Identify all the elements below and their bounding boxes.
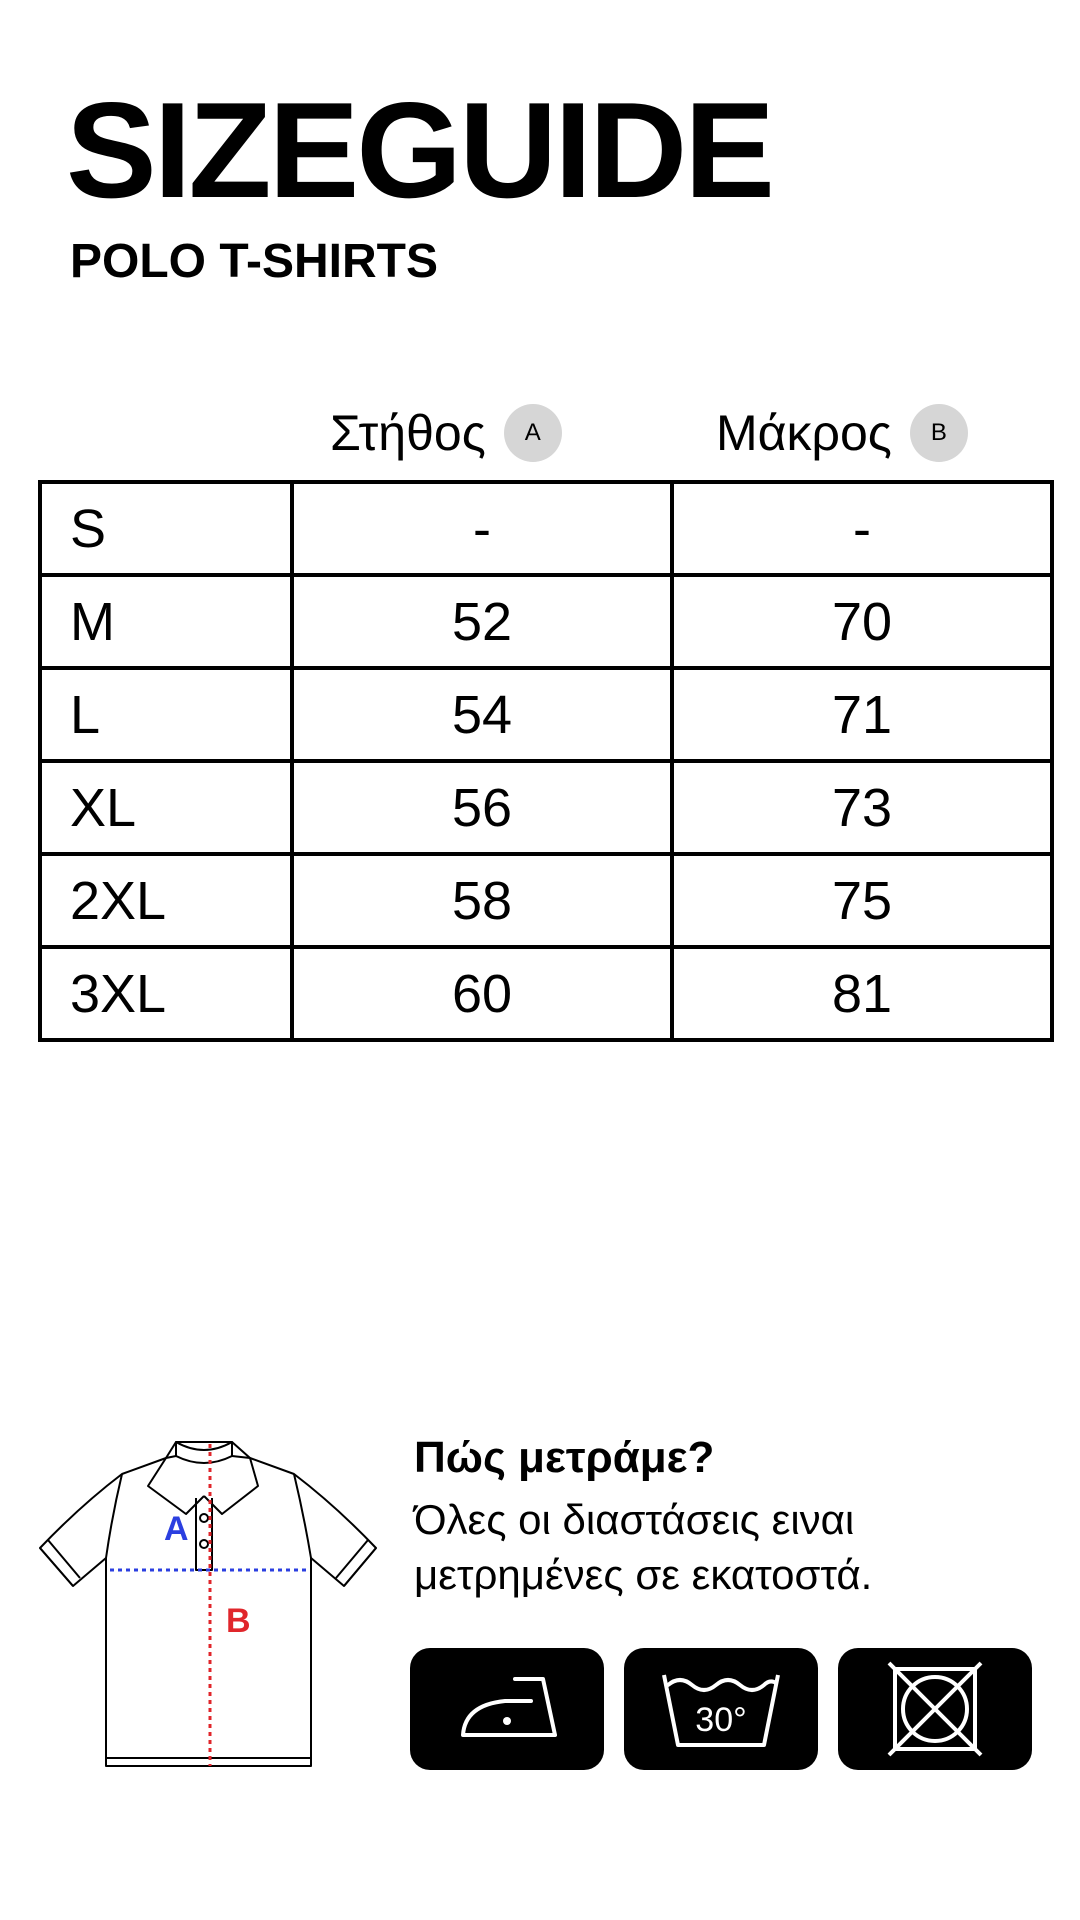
chest-cell: - <box>292 482 672 575</box>
column-header-length <box>716 400 968 466</box>
size-cell: 3XL <box>40 947 292 1040</box>
table-row <box>40 761 1052 854</box>
table-row <box>40 668 1052 761</box>
chest-cell: 58 <box>292 854 672 947</box>
column-badge-b: B <box>910 404 968 462</box>
howto-line-2: μετρημένες σε εκατοστά. <box>414 1551 873 1599</box>
table-row <box>40 947 1052 1040</box>
table-row <box>40 482 1052 575</box>
column-badge-a: A <box>504 404 562 462</box>
care-tile-no-tumble-dry <box>838 1648 1032 1770</box>
right-cuff <box>336 1540 376 1586</box>
left-cuff <box>40 1540 80 1586</box>
length-cell: 70 <box>672 575 1052 668</box>
size-cell: 2XL <box>40 854 292 947</box>
size-table <box>38 480 1054 1042</box>
page-title: SIZEGUIDE <box>66 74 772 226</box>
shirt-outline <box>40 1442 376 1766</box>
table-row <box>40 575 1052 668</box>
care-tile-wash <box>624 1648 818 1770</box>
chest-cell: 52 <box>292 575 672 668</box>
size-cell: M <box>40 575 292 668</box>
iron-icon <box>447 1669 567 1749</box>
measure-label-b: B <box>226 1602 251 1640</box>
page-subtitle: POLO T-SHIRTS <box>70 235 439 288</box>
column-header-length-label: Μάκρος <box>716 405 892 461</box>
table-row <box>40 854 1052 947</box>
length-cell: 73 <box>672 761 1052 854</box>
chest-cell: 56 <box>292 761 672 854</box>
button-1 <box>200 1514 208 1522</box>
button-2 <box>200 1540 208 1548</box>
howto-title: Πώς μετράμε? <box>414 1433 715 1482</box>
length-cell: 71 <box>672 668 1052 761</box>
measure-label-a: A <box>164 1510 189 1548</box>
size-cell: XL <box>40 761 292 854</box>
wash-temperature: 30° <box>695 1701 747 1739</box>
size-cell: S <box>40 482 292 575</box>
chest-cell: 60 <box>292 947 672 1040</box>
size-cell: L <box>40 668 292 761</box>
howto-description <box>414 1492 1054 1603</box>
care-tile-iron <box>410 1648 604 1770</box>
column-header-chest <box>330 400 562 466</box>
column-header-chest-label: Στήθος <box>330 405 486 461</box>
wash-30-icon <box>656 1667 786 1751</box>
length-cell: 81 <box>672 947 1052 1040</box>
chest-cell: 54 <box>292 668 672 761</box>
do-not-tumble-dry-icon <box>887 1661 983 1757</box>
left-armhole <box>106 1474 122 1558</box>
length-cell: - <box>672 482 1052 575</box>
howto-line-1: Όλες οι διαστάσεις ειναι <box>414 1496 855 1543</box>
length-cell: 75 <box>672 854 1052 947</box>
collar-band <box>176 1442 232 1463</box>
polo-shirt-diagram <box>36 1436 380 1774</box>
